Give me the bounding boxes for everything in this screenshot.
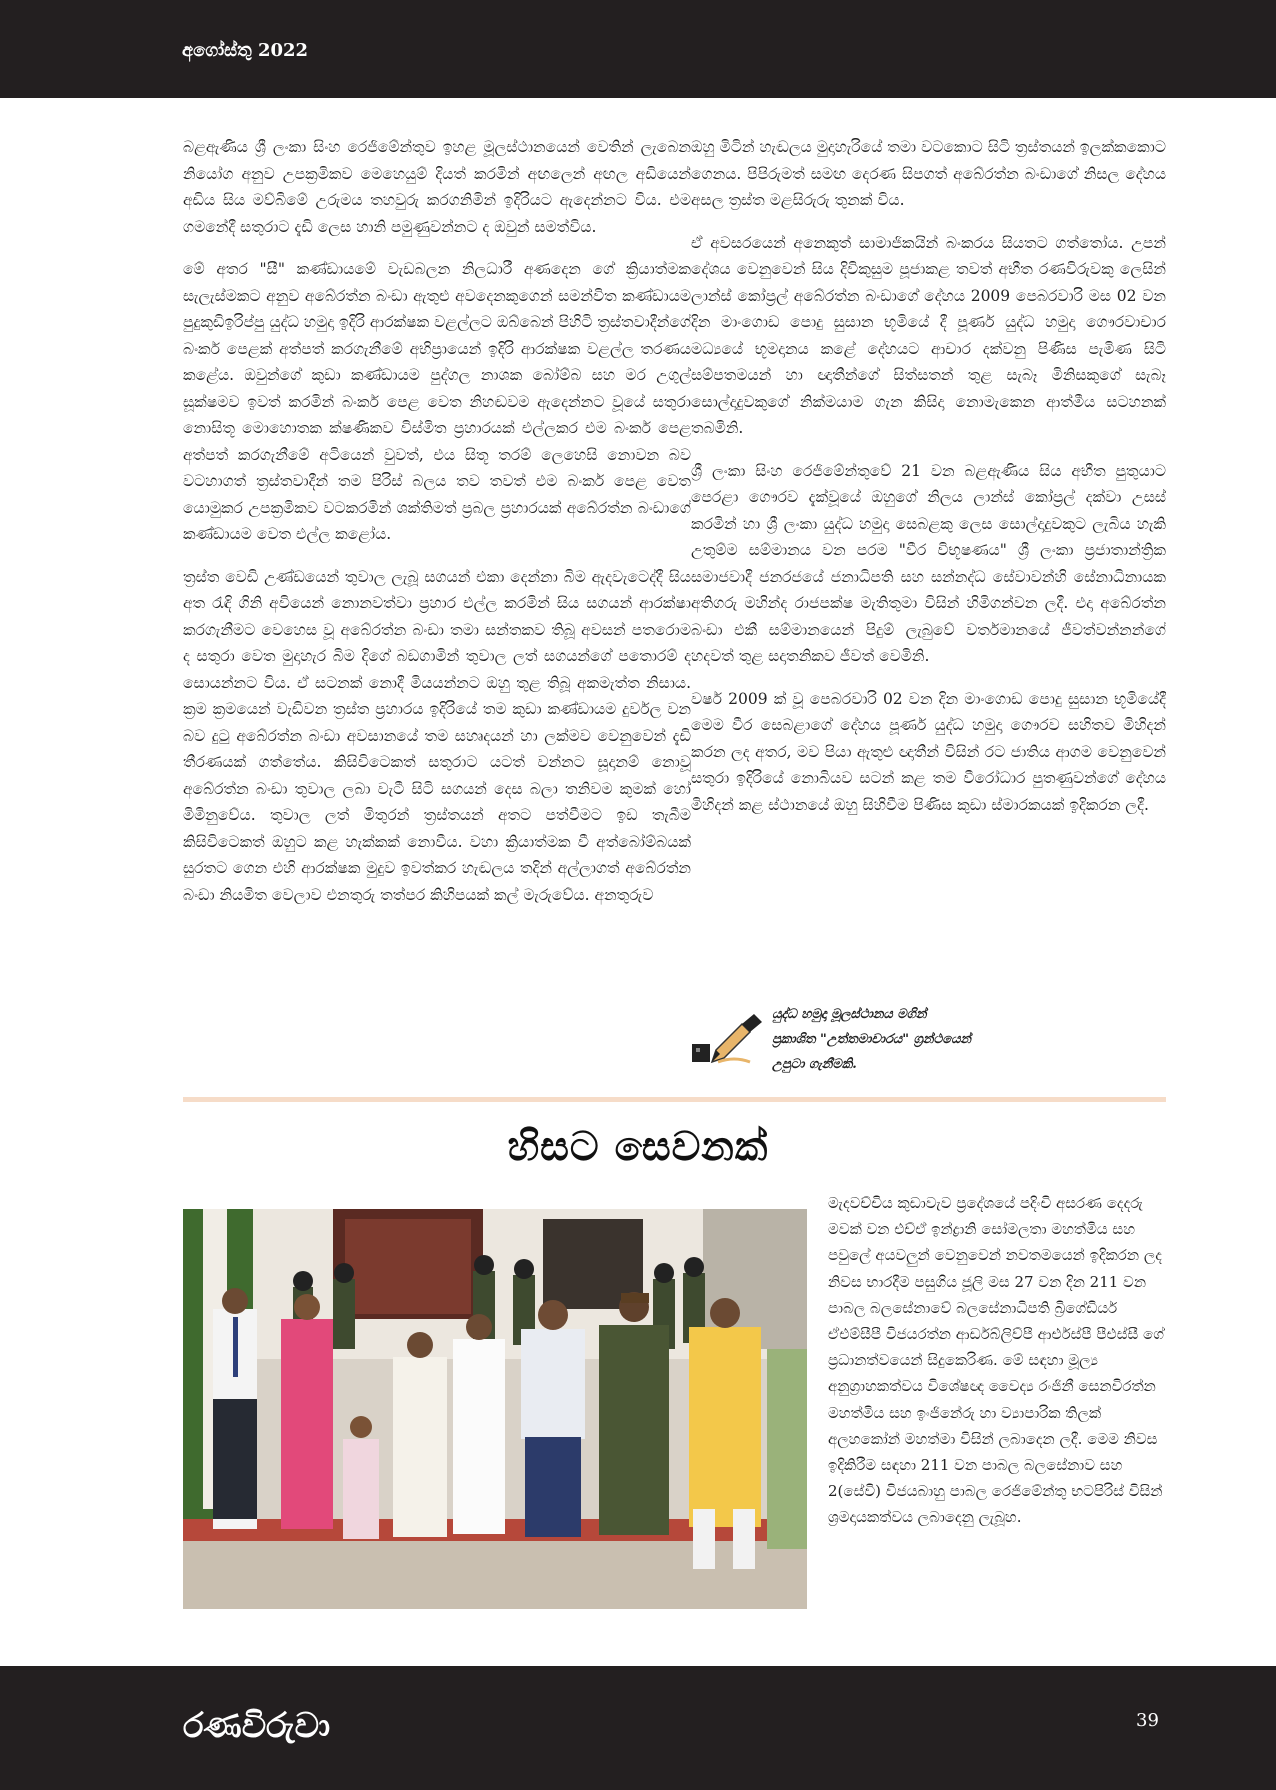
issue-date: අගෝස්තු 2022 [182,40,309,61]
group-photo-illustration [183,1209,807,1609]
housing-handover-group-photo [183,1209,807,1609]
credit-line: යුද්ධ හමුදා මූලස්ථානය මගින් [772,1007,927,1022]
article-paragraph: මේ අතර "සී" කණ්ඩායමේ වැඩබලන නිලධාරී අණදෙන ගේ ක්‍රියාත්මක සැලැස්මකට අනුව අබේරත්න බංඩා ඇතුළු අවදෙනකුගෙන් සමන්විත කණ්ඩායම පුදුකුඩිඉරිප්පු යුද්ධ හමුදා ඉදිරි ආරක්ෂක වළල්ලට ඔබ්බෙන් පිහිටි ත්‍රස්තවාදීන්ගේ බංකර් පෙළක් අත්පත් කරගැනීමේ අභිප්‍රායෙන් ඉදිරි ආරක්ෂක වළල්ල තරණය කළේය. ඔවුන්ගේ කුඩා කණ්ඩායම පුද්ගල නාශක බෝම්බ සහ මර උගුල් සූක්ෂමව ඉවත් කරමින් බංකර් පෙළ වෙත නිහඬවම ඇදෙන්නට වූයේ සතුරා නොසිතූ මොහොතක ක්ෂණිකව විස්මිත ප්‍රහාරයක් එල්ලකර එම බංකර් පෙළ අත්පත් කරගැනීමේ අටියෙන් වුවත්, එය සිතූ තරම් ලෙහෙසි නොවන බව වටහාගත් ත්‍රස්තවාදීන් තම පිරිස් බලය තව තවත් එම බංකර් පෙළ වෙත යොමුකර උපක්‍රමිකව වටකරමින් ශක්තිමත් ප්‍රබල ප්‍රහාරයක් අබේරත්න බංඩාගේ කණ්ඩායම වෙත එල්ල කළෝය. [183,260,691,543]
magazine-logo: රණවිරුවා [183,1706,331,1746]
article-paragraph: වර්ෂ 2009 ක් වූ පෙබරවාරි 02 වන දින මාංගොඩ පොදු සුසාන භූමියේදී මෙම වීර සෙබළාගේ දේහය පූර්ණ යුද්ධ හමුදා ගෞරව සහිතව මිහිදන් කරන ලද අතර, මව පියා ඇතුළු ඥාතීන් විසින් රට ජාතිය ආගම වෙනුවෙන් සතුරා ඉදිරියේ නොබියව සටන් කළ තම වීරෝධාර පුතණුවන්ගේ දේහය මිහිදන් කළ ස්ථානයේ ඔහු සිහිවීම පිණිස කුඩා ස්මාරකයක් ඉදිකරන ලදී. [691,689,1166,814]
page-number: 39 [1136,1710,1159,1731]
article-paragraph: ඔහු මිටින් හැඬලය මුදාහැරියේ තමා වටකොට සිටි ත්‍රස්තයන් ඉලක්කකොට ගෙනය. පිපිරුමත් සමඟ දෙරණ සිපගත් අබේරත්න බංඩාගේ නිසල දේහය අසල ත්‍රස්ත මළසිරුරු තුනක් විය. [691,138,1166,209]
article-paragraph: ඒ අවසරයෙන් අනෙකුත් සාමාජිකයින් බංකරය සියතට ගත්තෝය. උපන් දේශය වෙනුවෙන් සිය දිවිකුසුම පූජාකළ තවත් අභීත රණවිරුවකු ලෙසින් ලාන්ස් කෝප්‍රල් අබේරත්න බංඩාගේ දේහය 2009 පෙබරවාරි මස 02 වන දින මාංගොඩ පොදු සුසාන භූමියේ දී පූර්ණ යුද්ධ හමුදා ගෞරවාචාර මධ්‍යයේ භූමදානය කළේ දේහයට ආචාර දක්වනු පිණිස පැමිණ සිටි සම්පතමයන් හා ඥාතීන්ගේ සිත්සතන් තුළ සැබෑ මිනිසකුගේ සැබෑ සොල්දාදුවකුගේ නික්මයාම ගැන කිසිදා නොමැකෙන ආත්මීය සටහනක් තබමිනි. [691,233,1166,437]
section-title: හිසට සෙවනක් [507,1124,769,1170]
article-paragraph: බළඇණිය ශ්‍රී ලංකා සිංහ රෙජිමේන්තුව ඉහළ මූලස්ථානයෙන් වෙතින් ලැබෙන නියෝග අනුව උපක්‍රමිකව මෙහෙයුම් දියත් කරමින් අඟලෙන් අඟල අඩියෙන් අඩිය සිය මව්බිමේ උරුමය තහවුරු කරගනිමින් ඉදිරියට ඇදෙන්නට විය. එම ගමනේදී සතුරාට දැඩි ලෙස හානි පමුණුවන්නට ද ඔවුන් සමත්විය. [183,138,691,236]
credit-line: ප්‍රකාශිත "උත්තමාචාරය" ග්‍රන්ථයෙන් [772,1032,971,1047]
source-credit [690,1002,1020,1082]
credit-line: උපුටා ගැනීමකි. [772,1057,857,1072]
section-divider [183,1097,1166,1102]
article-paragraph: ශ්‍රී ලංකා සිංහ රෙජිමේන්තුවේ 21 වන බළඇණිය සිය අභීත පුතුයාට පෙරළා ගෞරව දැක්වූයේ ඔහුගේ නිලය ලාන්ස් කෝප්‍රල් දක්වා උසස් කරමින් හා ශ්‍රී ලංකා යුද්ධ හමුදා සෙබළකු ලෙස සොල්දාදුවකුට ලැබිය හැකි උතුම්ම සම්මානය වන පරම "වීර විභූෂණය" ශ්‍රී ලංකා ප්‍රජාතාන්ත්‍රික සමාජවාදී ජනරජයේ ජනාධිපති සහ සන්නද්ධ සේවාවන්හි සේනාධිනායක අතිගරු මහින්ද රාජපක්ෂ මැතිතුමා විසින් හිමිගන්වන ලදී. එදා අබේරත්න බංඩා එකී සම්මානයෙන් පිදුම් ලැබුවේ වර්තමානයේ ජීවත්වන්නන්ගේ හදවත් තුළ සදාතනිකව ජීවත් වෙමිනි. [691,461,1166,665]
article-paragraph: ත්‍රස්ත වෙඩි උණ්ඩයෙන් තුවාල ලැබූ සගයන් එකා දෙන්නා බිම ඇදවැටෙද්දී සිය අත රැඳි ගිනි අවියෙන් නොනවත්වා ප්‍රහාර එල්ල කරමින් සිය සගයන් ආරක්ෂා කරගැනීමට වෙහෙස වූ අබේරත්න බංඩා තමා සන්තකව තිබූ අවසන් පතරොම ද සතුරා වෙත මුදාහැර බිම දිගේ බඩගාමින් තුවාල ලත් සගයන්ගේ පතොරම් ද සොයන්නට විය. ඒ සටනක් නොදී මියයන්නට ඔහු තුළ තිබූ අකමැත්ත නිසාය. ක්‍රම ක්‍රමයෙන් වැඩිවන ත්‍රස්ත ප්‍රහාරය ඉදිරියේ තම කුඩා කණ්ඩායම දුර්වල වන බව දුටු අබේරත්න බංඩා අවසානයේ තම සහෘදයන් හා ලක්මව වෙනුවෙන් දැඩි තීරණයක් ගත්තේය. කිසිවිටෙකත් සතුරාට යටත් වන්නට සූදානම් නොවූ අබේරත්න බංඩා තුවාල ලබා වැටී සිටි සගයන් දෙස බලා තනිවම කුමක් හෝ මිමිනුවේය. තුවාල ලත් මිතුරන් ත්‍රස්තයන් අතට පත්වීමට ඉඩ තැබීම කිසිවිටෙකත් ඔහුට කළ හැක්කක් නොවීය. වහා ක්‍රියාත්මක වී අත්බෝම්බයක් සුරතට ගෙන එහි ආරක්ෂක මුදුව ඉවත්කර හැඬලය තදින් අල්ලාගත් අබේරත්න බංඩා නියමිත වෙලාව එනතුරු තත්පර කිහිපයක් කල් මැරුවේය. අනතුරුව [183,567,691,904]
section-body: මැදවච්චිය කුඩාවැව ප්‍රදේශයේ පදිංචි අසරණ දෙදරු මවක් වන එච්ඒ ඉන්ද්‍රානි සෝමලතා මහත්මිය සහ පවුලේ අයවලුන් වෙනුවෙන් නවතමයෙන් ඉදිකරන ලද නිවස භාරදීම පසුගිය ජූලි මස 27 වන දින 211 වන පාබල බලසේනාවේ බලසේනාධිපති බ්‍රිගේඩියර් ඒඑම්සීපී විජයරත්න ආර්ඩබ්ලිව්පී ආර්එස්පී පීඑස්සී ගේ ප්‍රධානත්වයෙන් සිදුකෙරිණ. මේ සඳහා මූල්‍ය අනුග්‍රාහකත්වය විශේෂඥ වෛද්‍ය රංජිනී සෙනවිරත්න මහත්මිය සහ ඉංජිනේරු හා ව්‍යාපාරික තිලක් අලහකෝන් මහත්මා විසින් ලබාදෙන ලදී. මෙම නිවස ඉදිකිරීම සඳහා 211 වන පාබල බලසේනාව සහ 2(සේවි) විජයබාහු පාබල රෙජිමේන්තු භටපිරිස් විසින් ශ්‍රමදායකත්වය ලබාදෙනු ලැබූහ. [828,1194,1164,1527]
header-band [0,0,1276,98]
article-right-column [691,134,1166,934]
pen-writing-icon [690,1010,768,1070]
article-left-column [183,134,691,1072]
